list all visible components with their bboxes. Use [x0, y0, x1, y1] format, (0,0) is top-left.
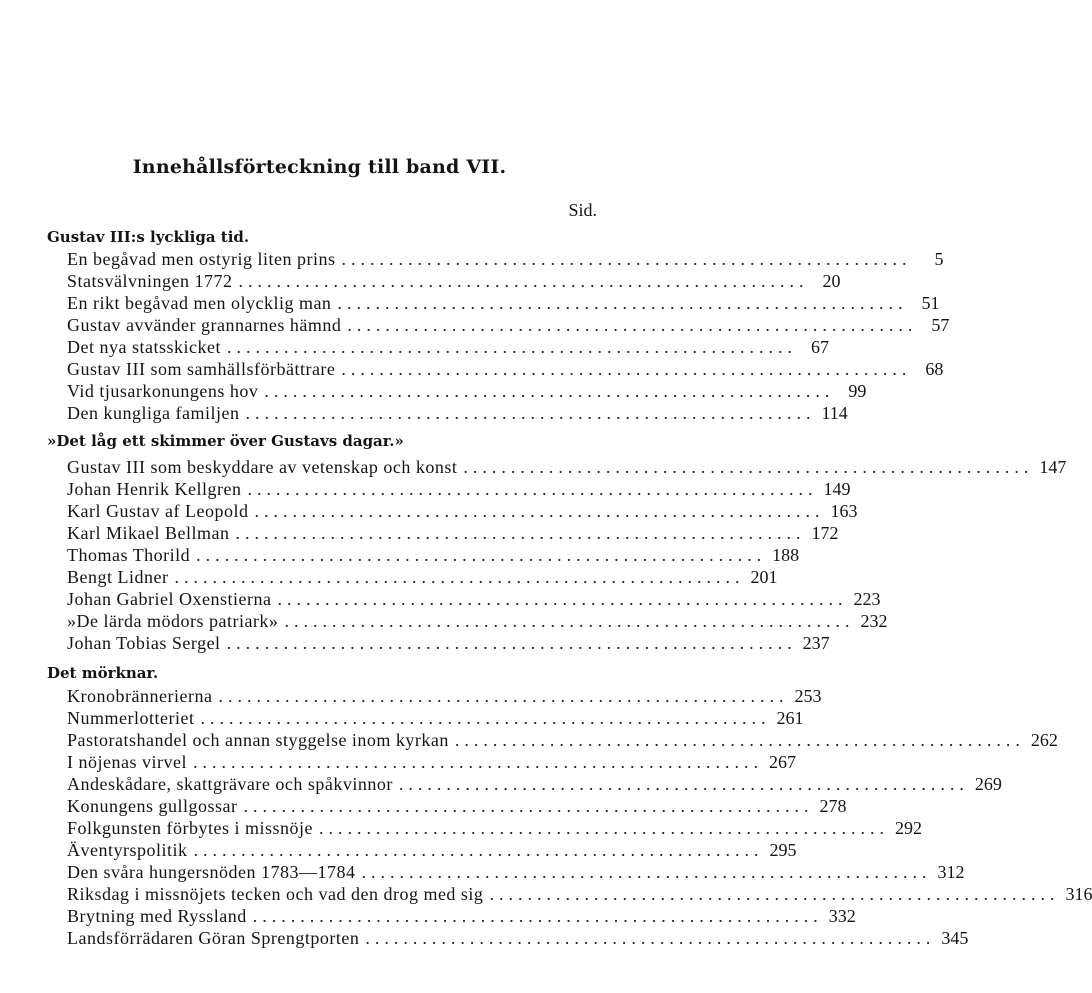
toc-entry [67, 457, 1067, 479]
toc-entry-page-number: 5 [934, 249, 944, 269]
toc-entry-title: Vid tjusarkonungens hov [67, 381, 259, 401]
dot-leader: ............................................................ [252, 906, 823, 926]
dot-leader: ............................................................ [245, 403, 816, 423]
dot-leader: ............................................................ [235, 523, 806, 543]
toc-entry [67, 774, 1002, 796]
toc-entry [67, 611, 888, 633]
toc-entry [67, 567, 778, 589]
dot-leader: ............................................................ [247, 479, 818, 499]
toc-entry-page-number: 201 [750, 567, 778, 587]
dot-leader: ............................................................ [226, 633, 797, 653]
toc-entry [67, 633, 830, 655]
toc-entry-page-number: 332 [828, 906, 856, 926]
toc-entry [67, 545, 800, 567]
toc-entry-page-number: 269 [974, 774, 1002, 794]
toc-entry-title: Brytning med Ryssland [67, 906, 247, 926]
toc-entry-title: Landsförrädaren Göran Sprengtporten [67, 928, 360, 948]
toc-entry-title: Gustav avvänder grannarnes hämnd [67, 315, 342, 335]
toc-entry-title: Det nya statsskicket [67, 337, 221, 357]
toc-entry [67, 501, 858, 523]
toc-entry-title: Bengt Lidner [67, 567, 169, 587]
toc-entry-title: Johan Henrik Kellgren [67, 479, 242, 499]
toc-entry [67, 708, 804, 730]
toc-entry-page-number: 237 [802, 633, 830, 653]
toc-entry-page-number: 68 [925, 359, 944, 379]
toc-entry-title: Statsvälvningen 1772 [67, 271, 233, 291]
toc-entry-title: Riksdag i missnöjets tecken och vad den drog med sig [67, 884, 484, 904]
toc-entry [67, 840, 797, 862]
section-heading-skimmer: »Det låg ett skimmer över Gustavs dagar.» [47, 432, 404, 450]
toc-entry-title: Gustav III som beskyddare av vetenskap och konst [67, 457, 458, 477]
toc-entry-page-number: 163 [830, 501, 858, 521]
toc-entry-page-number: 57 [931, 315, 950, 335]
toc-entry-title: Den svåra hungersnöden 1783—1784 [67, 862, 356, 882]
dot-leader: ............................................................ [277, 589, 848, 609]
toc-entry-title: Den kungliga familjen [67, 403, 240, 423]
toc-entry-page-number: 188 [772, 545, 800, 565]
dot-leader: ............................................................ [174, 567, 745, 587]
toc-entry-page-number: 114 [821, 403, 848, 423]
dot-leader: ............................................................ [192, 752, 763, 772]
toc-entry-page-number: 232 [860, 611, 888, 631]
dot-leader: ............................................................ [218, 686, 789, 706]
toc-entry-title: Thomas Thorild [67, 545, 191, 565]
dot-leader: ............................................................ [347, 315, 918, 335]
toc-entry-title: »De lärda mödors patriark» [67, 611, 279, 631]
toc-entry-page-number: 20 [822, 271, 841, 291]
toc-entry [67, 686, 822, 708]
toc-entry [67, 337, 829, 359]
toc-entry-title: En begåvad men ostyrig liten prins [67, 249, 336, 269]
toc-entry-title: Johan Gabriel Oxenstierna [67, 589, 272, 609]
dot-leader: ............................................................ [365, 928, 936, 948]
toc-entry [67, 359, 944, 381]
dot-leader: ............................................................ [238, 271, 809, 291]
dot-leader: ............................................................ [264, 381, 835, 401]
dot-leader: ............................................................ [284, 611, 855, 631]
page-column-label: Sid. [568, 200, 597, 220]
dot-leader: ............................................................ [454, 730, 1025, 750]
section-entries-skimmer [67, 457, 1067, 655]
dot-leader: ............................................................ [398, 774, 969, 794]
toc-entry-title: Nummerlotteriet [67, 708, 195, 728]
section-entries-morknar [67, 686, 1092, 950]
toc-entry [67, 293, 940, 315]
toc-entry [67, 884, 1092, 906]
dot-leader: ............................................................ [337, 293, 908, 313]
toc-entry-title: Gustav III som samhällsförbättrare [67, 359, 336, 379]
toc-entry-page-number: 223 [853, 589, 881, 609]
toc-entry-title: I nöjenas virvel [67, 752, 187, 772]
dot-leader: ............................................................ [341, 359, 912, 379]
toc-entry [67, 818, 922, 840]
toc-entry-page-number: 149 [823, 479, 851, 499]
toc-entry [67, 906, 856, 928]
dot-leader: ............................................................ [226, 337, 797, 357]
toc-entry-page-number: 267 [768, 752, 796, 772]
dot-leader: ............................................................ [243, 796, 814, 816]
toc-entry-title: Johan Tobias Sergel [67, 633, 221, 653]
toc-entry-page-number: 278 [819, 796, 847, 816]
section-heading-morknar: Det mörknar. [47, 664, 159, 682]
dot-leader: ............................................................ [193, 840, 764, 860]
dot-leader: ............................................................ [200, 708, 771, 728]
toc-entry-page-number: 295 [769, 840, 797, 860]
toc-entry-page-number: 253 [794, 686, 822, 706]
toc-entry [67, 862, 965, 884]
section-heading-lyckliga-tid: Gustav III:s lyckliga tid. [47, 228, 250, 246]
toc-entry [67, 730, 1058, 752]
toc-entry-title: Pastoratshandel och annan styggelse inom kyrkan [67, 730, 449, 750]
toc-entry [67, 315, 950, 337]
dot-leader: ............................................................ [196, 545, 767, 565]
toc-entry [67, 381, 867, 403]
toc-entry [67, 249, 944, 271]
toc-entry [67, 479, 851, 501]
toc-entry-page-number: 261 [776, 708, 804, 728]
toc-entry-title: Folkgunsten förbytes i missnöje [67, 818, 313, 838]
toc-entry-title: Kronobrännerierna [67, 686, 213, 706]
toc-entry [67, 271, 841, 293]
toc-entry-page-number: 292 [895, 818, 922, 838]
toc-entry-title: Karl Mikael Bellman [67, 523, 230, 543]
dot-leader: ............................................................ [361, 862, 932, 882]
toc-entry-page-number: 316 [1065, 884, 1092, 904]
dot-leader: ............................................................ [341, 249, 912, 269]
toc-entry-page-number: 312 [937, 862, 965, 882]
toc-entry [67, 796, 847, 818]
toc-entry [67, 752, 796, 774]
toc-entry [67, 523, 839, 545]
toc-entry-title: Äventyrspolitik [67, 840, 188, 860]
toc-entry-page-number: 67 [810, 337, 829, 357]
dot-leader: ............................................................ [319, 818, 889, 838]
toc-entry-page-number: 99 [848, 381, 867, 401]
toc-entry [67, 589, 881, 611]
toc-entry-page-number: 147 [1039, 457, 1067, 477]
toc-entry [67, 928, 969, 950]
toc-entry-title: En rikt begåvad men olycklig man [67, 293, 332, 313]
toc-entry-title: Karl Gustav af Leopold [67, 501, 249, 521]
toc-entry-page-number: 172 [811, 523, 839, 543]
toc-entry-page-number: 262 [1030, 730, 1058, 750]
toc-entry-title: Andeskådare, skattgrävare och spåkvinnor [67, 774, 393, 794]
toc-entry-page-number: 51 [921, 293, 940, 313]
dot-leader: ............................................................ [489, 884, 1060, 904]
dot-leader: ............................................................ [463, 457, 1034, 477]
toc-entry-page-number: 345 [941, 928, 969, 948]
page-title: Innehållsförteckning till band VII. [132, 156, 507, 178]
toc-entry [67, 403, 848, 425]
dot-leader: ............................................................ [254, 501, 825, 521]
toc-entry-title: Konungens gullgossar [67, 796, 238, 816]
section-entries-lyckliga-tid [67, 249, 950, 425]
